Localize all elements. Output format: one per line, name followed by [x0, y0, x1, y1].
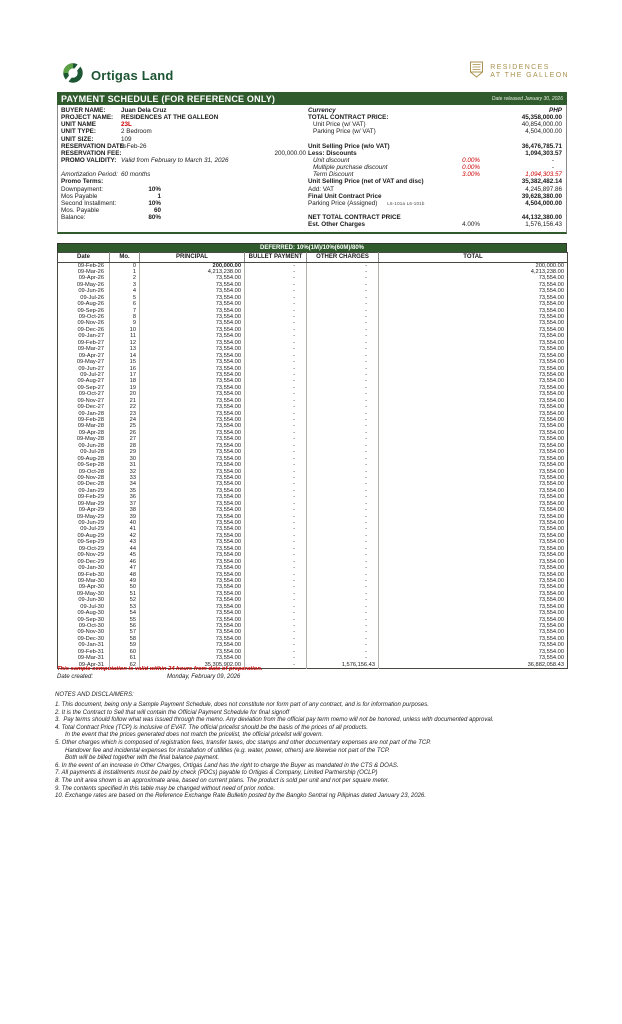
- schedule-row: 09-Aug-30 54 73,554.00 - - 73,554.00: [58, 610, 568, 616]
- ortigas-land-logo: [62, 62, 174, 89]
- mos-payable-2-value: 60: [153, 206, 161, 214]
- mos-payable-1-value: 1: [157, 192, 161, 200]
- reservation-fee-label: RESERVATION FEE:: [61, 149, 122, 157]
- unit-price-value: 40,854,000.00: [521, 121, 562, 129]
- unit-discount-row: [308, 157, 562, 164]
- est-other-charges-label: Est. Other Charges: [308, 221, 366, 229]
- date-created-row: [57, 674, 240, 680]
- schedule-row: 09-Feb-30 48 73,554.00 - - 73,554.00: [58, 572, 568, 578]
- title-bar: [57, 92, 567, 105]
- schedule-row: 09-Mar-31 61 73,554.00 - - 73,554.00: [58, 655, 568, 661]
- add-vat-label: Add: VAT: [308, 185, 335, 193]
- unit-type-row: [61, 128, 308, 135]
- note-line: 5. Other charges which is composed of registration fees, transfer taxes, doc stamps and other documentary expenses are not part of the TCP.: [55, 739, 432, 746]
- net-total-contract-price-label: NET TOTAL CONTRACT PRICE: [308, 214, 401, 222]
- schedule-row: 09-Jul-30 53 73,554.00 - - 73,554.00: [58, 604, 568, 610]
- promo-terms-heading-row: [61, 178, 308, 185]
- schedule-row: 09-Jun-26 4 73,554.00 - - 73,554.00: [58, 288, 568, 294]
- col-header-date: Date: [58, 253, 110, 263]
- note-line: 2. It is the Contract to Sell that will contain the Official Payment Schedule for final signoff: [55, 709, 290, 716]
- currency-label: Currency: [308, 107, 336, 114]
- project-name-label: PROJECT NAME:: [61, 114, 114, 122]
- col-header-total: TOTAL: [379, 253, 568, 263]
- note-line: 10. Exchange rates are based on the Reference Exchange Rate Bulletin posted by the Bangko Sentral ng Pilipinas dated January 23, 2026.: [55, 793, 426, 800]
- total-contract-price-label: TOTAL CONTRACT PRICE:: [308, 114, 389, 122]
- buyer-name-value: Juan Dela Cruz: [121, 107, 167, 114]
- downpayment-row: [61, 186, 308, 193]
- schedule-row: 09-Nov-28 33 73,554.00 - - 73,554.00: [58, 475, 568, 481]
- note-line: 4. Total Contract Price (TCP) is inclusive of EVAT. The official pricelist should be the basis of the prices of all products.: [55, 724, 368, 731]
- galleon-logo: [469, 61, 569, 83]
- schedule-row: 09-Dec-29 46 73,554.00 - - 73,554.00: [58, 559, 568, 565]
- schedule-row: 09-Mar-28 25 73,554.00 - - 73,554.00: [58, 423, 568, 429]
- schedule-row: 09-Mar-30 49 73,554.00 - - 73,554.00: [58, 578, 568, 584]
- buyer-name-row: [61, 107, 308, 114]
- unit-name-label: UNIT NAME: [61, 121, 96, 129]
- unit-discount-label: Unit discount: [313, 156, 350, 164]
- unit-type-label: UNIT TYPE:: [61, 128, 96, 136]
- schedule-row: 09-Feb-28 24 73,554.00 - - 73,554.00: [58, 417, 568, 423]
- galleon-text-line2: AT THE GALLEON: [490, 72, 569, 79]
- schedule-row: 09-May-30 51 73,554.00 - - 73,554.00: [58, 591, 568, 597]
- note-line: In the event that the prices generated does not match the pricelist, the official pricelist will govern.: [55, 732, 324, 739]
- net-total-contract-price-row: [308, 214, 562, 221]
- unit-discount-value: -: [551, 156, 554, 164]
- schedule-row: 09-Oct-29 44 73,554.00 - - 73,554.00: [58, 546, 568, 552]
- galleon-crest-icon: [469, 61, 484, 83]
- unit-discount-pct: 0.00%: [462, 156, 480, 164]
- schedule-row: 09-Jun-29 40 73,554.00 - - 73,554.00: [58, 520, 568, 526]
- note-line: 6. In the event of an increase in Other Charges, Ortigas Land has the right to charge the Buyer as mandated in the CTS & DOAS.: [55, 762, 399, 769]
- est-other-charges-pct: 4.00%: [462, 221, 480, 229]
- notes-heading: NOTES AND DISCLAIMERS:: [55, 692, 134, 698]
- amortization-label: Amortization Period:: [61, 171, 118, 179]
- schedule-row: 09-Feb-26 0 200,000.00 - - 200,000.00: [58, 262, 568, 269]
- total-contract-price-value: 45,358,000.00: [521, 114, 562, 122]
- schedule-row: 09-Apr-28 26 73,554.00 - - 73,554.00: [58, 430, 568, 436]
- contract-info-box: [57, 105, 567, 234]
- mos-payable-1-label: Mos Payable: [61, 192, 98, 200]
- schedule-row: 09-Feb-29 36 73,554.00 - - 73,554.00: [58, 494, 568, 500]
- second-installment-value: 10%: [148, 199, 161, 207]
- schedule-row: 09-Aug-26 6 73,554.00 - - 73,554.00: [58, 301, 568, 307]
- schedule-row: 09-Nov-30 57 73,554.00 - - 73,554.00: [58, 629, 568, 635]
- unit-size-value: 109: [121, 135, 132, 143]
- second-installment-row: [61, 200, 308, 207]
- col-header-mo: Mo.: [110, 253, 140, 263]
- add-vat-row: [308, 186, 562, 193]
- unit-size-row: [61, 136, 308, 143]
- schedule-row: 09-Jul-29 41 73,554.00 - - 73,554.00: [58, 526, 568, 532]
- schedule-row: 09-Jun-28 28 73,554.00 - - 73,554.00: [58, 443, 568, 449]
- parking-assigned-row: [308, 200, 562, 207]
- less-discounts-row: [308, 150, 562, 157]
- deferred-header: DEFERRED: 10%(1M)/10%(60M)/80%: [57, 243, 567, 252]
- schedule-table: [57, 252, 568, 669]
- notes-list: [55, 702, 607, 801]
- date-released: Date released January 30, 2026: [491, 95, 563, 102]
- buyer-info-column: [58, 105, 308, 232]
- schedule-header-row: [58, 253, 568, 263]
- schedule-row: 09-Mar-27 13 73,554.00 - - 73,554.00: [58, 346, 568, 352]
- reservation-fee-row: [61, 150, 308, 157]
- reservation-fee-value: 200,000.00: [274, 149, 306, 157]
- schedule-row: 09-Nov-29 45 73,554.00 - - 73,554.00: [58, 552, 568, 558]
- note-line: 1. This document, being only a Sample Payment Schedule, does not constitute nor form part of any contract, and is for information purposes.: [55, 702, 429, 708]
- add-vat-value: 4,245,897.86: [525, 185, 562, 193]
- balance-row: [61, 214, 308, 221]
- usp-wo-vat-row: [308, 143, 562, 150]
- usp-wo-vat-value: 36,476,785.71: [521, 142, 562, 150]
- note-line: 8. The unit area shown is an approximate area, based on current plans. The product is sold per unit and not per square meter.: [55, 777, 390, 784]
- multiple-discount-label: Multiple purchase discount: [313, 164, 388, 172]
- schedule-row: 09-Apr-30 50 73,554.00 - - 73,554.00: [58, 584, 568, 590]
- term-discount-label: Term Discount: [313, 171, 354, 179]
- multiple-discount-value: -: [551, 164, 554, 172]
- schedule-row: 09-Aug-27 18 73,554.00 - - 73,554.00: [58, 378, 568, 384]
- notes-section: [55, 692, 607, 801]
- schedule-row: 09-Jun-30 52 73,554.00 - - 73,554.00: [58, 597, 568, 603]
- schedule-row: 09-May-26 3 73,554.00 - - 73,554.00: [58, 282, 568, 288]
- schedule-row: 09-Jan-30 47 73,554.00 - - 73,554.00: [58, 565, 568, 571]
- reservation-date-value: 9-Feb-26: [121, 142, 147, 150]
- project-name-value: RESIDENCES AT THE GALLEON: [121, 114, 219, 122]
- schedule-row: 09-Sep-30 55 73,554.00 - - 73,554.00: [58, 617, 568, 623]
- mos-payable-1-row: [61, 193, 308, 200]
- term-discount-row: [308, 171, 562, 178]
- spacer: [308, 136, 562, 143]
- unit-price-row: [308, 121, 562, 128]
- note-line: Handover fee and incidental expenses for installation of utilities (e.g. water, power, others) are likewise not part of the TCP.: [55, 747, 390, 754]
- schedule-row: 09-Jul-28 29 73,554.00 - - 73,554.00: [58, 449, 568, 455]
- schedule-row: 09-Nov-26 9 73,554.00 - - 73,554.00: [58, 320, 568, 326]
- schedule-row: 09-May-27 15 73,554.00 - - 73,554.00: [58, 359, 568, 365]
- col-header-other-charges: OTHER CHARGES: [307, 253, 379, 263]
- note-line: 7. All payments & installments must be paid by check (PDCs) payable to Ortigas & Company, Limited Partnership (OCLP): [55, 770, 378, 777]
- parking-assigned-value: 4,504,000.00: [525, 199, 562, 207]
- parking-assigned-slots: L6-101a L6-101b: [387, 200, 425, 206]
- galleon-text-line1: RESIDENCES: [490, 63, 550, 71]
- est-other-charges-row: [308, 221, 562, 228]
- date-created-value: Monday, February 09, 2026: [167, 674, 241, 680]
- schedule-row: 09-Apr-27 14 73,554.00 - - 73,554.00: [58, 353, 568, 359]
- est-other-charges-value: 1,576,156.43: [525, 221, 562, 229]
- amortization-value: 60 months: [121, 171, 151, 179]
- col-header-principal: PRINCIPAL: [140, 253, 245, 263]
- schedule-row: 09-Sep-29 43 73,554.00 - - 73,554.00: [58, 539, 568, 545]
- schedule-row: 09-Jul-26 5 73,554.00 - - 73,554.00: [58, 295, 568, 301]
- downpayment-value: 10%: [148, 185, 161, 193]
- parking-price-row: [308, 128, 562, 135]
- final-unit-contract-price-label: Final Unit Contract Price: [308, 192, 382, 200]
- final-unit-contract-price-row: [308, 193, 562, 200]
- note-line: Both will be billed together with the final balance payment.: [55, 755, 220, 762]
- schedule-row: 09-May-28 27 73,554.00 - - 73,554.00: [58, 436, 568, 442]
- schedule-row: 09-Aug-29 42 73,554.00 - - 73,554.00: [58, 533, 568, 539]
- pricing-column: [308, 105, 566, 232]
- unit-size-label: UNIT SIZE:: [61, 135, 94, 143]
- total-contract-price-row: [308, 114, 562, 121]
- schedule-row: 09-Oct-27 20 73,554.00 - - 73,554.00: [58, 391, 568, 397]
- promo-terms-heading: Promo Terms:: [61, 178, 104, 186]
- reservation-date-row: [61, 143, 308, 150]
- second-installment-label: Second Installment:: [61, 199, 117, 207]
- schedule-row: 09-Oct-28 32 73,554.00 - - 73,554.00: [58, 469, 568, 475]
- mos-payable-2-label: Mos. Payable: [61, 206, 100, 214]
- schedule-row: 09-Nov-27 21 73,554.00 - - 73,554.00: [58, 398, 568, 404]
- schedule-row: 09-May-29 39 73,554.00 - - 73,554.00: [58, 514, 568, 520]
- project-name-row: [61, 114, 308, 121]
- schedule-row: 09-Apr-31 62 35,305,902.00 - 1,576,156.43 36,882,058.43: [58, 662, 568, 669]
- net-total-contract-price-value: 44,132,380.00: [521, 214, 562, 222]
- balance-label: Balance:: [61, 214, 86, 222]
- parking-assigned-label-group: [308, 200, 438, 207]
- balance-value: 80%: [148, 214, 161, 222]
- schedule-row: 09-Jan-28 23 73,554.00 - - 73,554.00: [58, 411, 568, 417]
- schedule-row: 09-Sep-26 7 73,554.00 - - 73,554.00: [58, 308, 568, 314]
- unit-name-row: [61, 121, 308, 128]
- schedule-row: 09-Apr-26 2 73,554.00 - - 73,554.00: [58, 275, 568, 281]
- schedule-row: 09-Jan-31 59 73,554.00 - - 73,554.00: [58, 642, 568, 648]
- schedule-row: 09-Jun-27 16 73,554.00 - - 73,554.00: [58, 366, 568, 372]
- schedule-row: 09-Jan-29 35 73,554.00 - - 73,554.00: [58, 488, 568, 494]
- schedule-row: 09-Oct-30 56 73,554.00 - - 73,554.00: [58, 623, 568, 629]
- reservation-date-label: RESERVATION DATE:: [61, 142, 126, 150]
- schedule-row: 09-Dec-27 22 73,554.00 - - 73,554.00: [58, 404, 568, 410]
- usp-wo-vat-label: Unit Selling Price (w/o VAT): [308, 142, 390, 150]
- schedule-row: 09-Jan-27 11 73,554.00 - - 73,554.00: [58, 333, 568, 339]
- promo-validity-value: Valid from February to March 31, 2026: [121, 156, 229, 164]
- page-title: PAYMENT SCHEDULE (FOR REFERENCE ONLY): [61, 93, 276, 104]
- mos-payable-2-row: [61, 207, 308, 214]
- spacer: [308, 207, 562, 214]
- brand-header: [57, 58, 569, 92]
- final-unit-contract-price-value: 39,628,380.00: [521, 192, 562, 200]
- term-discount-pct: 3.00%: [462, 171, 480, 179]
- schedule-row: 09-Aug-28 30 73,554.00 - - 73,554.00: [58, 456, 568, 462]
- validity-note: This sample computation is valid within 24 hours from date of preparation.: [57, 666, 263, 672]
- multiple-discount-row: [308, 164, 562, 171]
- parking-assigned-label: Parking Price (Assigned): [308, 199, 378, 207]
- schedule-row: 09-Oct-26 8 73,554.00 - - 73,554.00: [58, 314, 568, 320]
- unit-type-value: 2 Bedroom: [121, 128, 152, 136]
- currency-value: PHP: [549, 107, 562, 114]
- usp-net-label: Unit Selling Price (net of VAT and disc): [308, 178, 424, 186]
- schedule-row: 09-Mar-26 1 4,213,238.00 - - 4,213,238.00: [58, 269, 568, 275]
- schedule-row: 09-Sep-27 19 73,554.00 - - 73,554.00: [58, 385, 568, 391]
- usp-net-row: [308, 178, 562, 185]
- usp-net-value: 35,382,482.14: [521, 178, 562, 186]
- term-discount-value: 1,094,303.57: [525, 171, 562, 179]
- unit-price-label: Unit Price (w/ VAT): [313, 121, 366, 129]
- less-discounts-label: Less: Discounts: [308, 149, 357, 157]
- schedule-row: 09-Sep-28 31 73,554.00 - - 73,554.00: [58, 462, 568, 468]
- spacer: [61, 164, 308, 171]
- currency-row: [308, 107, 562, 114]
- schedule-row: 09-Feb-27 12 73,554.00 - - 73,554.00: [58, 340, 568, 346]
- galleon-logo-text: [490, 64, 569, 81]
- buyer-name-label: BUYER NAME:: [61, 107, 106, 114]
- parking-price-value: 4,504,000.00: [525, 128, 562, 136]
- schedule-row: 09-Apr-29 38 73,554.00 - - 73,554.00: [58, 507, 568, 513]
- schedule-row: 09-Dec-30 58 73,554.00 - - 73,554.00: [58, 636, 568, 642]
- promo-validity-label: PROMO VALIDITY:: [61, 156, 117, 164]
- parking-price-label: Parking Price (w/ VAT): [313, 128, 376, 136]
- schedule-section: [57, 243, 567, 669]
- multiple-discount-pct: 0.00%: [462, 164, 480, 172]
- promo-validity-row: [61, 157, 308, 164]
- brand-name: Ortigas Land: [91, 68, 174, 83]
- schedule-row: 09-Dec-26 10 73,554.00 - - 73,554.00: [58, 327, 568, 333]
- schedule-row: 09-Feb-31 60 73,554.00 - - 73,554.00: [58, 649, 568, 655]
- col-header-bullet-payment: BULLET PAYMENT: [245, 253, 307, 263]
- schedule-body: [58, 262, 568, 669]
- note-line: 3. Pay terms should follow what was issued through the memo. Any deviation from the official pay term memo will not be honored, unless with documented approval.: [55, 717, 494, 724]
- schedule-row: 09-Mar-29 37 73,554.00 - - 73,554.00: [58, 501, 568, 507]
- date-created-label: Date created:: [57, 674, 94, 680]
- ortigas-swirl-icon: [62, 62, 84, 89]
- downpayment-label: Downpayment:: [61, 185, 103, 193]
- note-line: 9. The contents specified in this table may be changed without need of prior notice.: [55, 785, 276, 792]
- less-discounts-value: 1,094,303.57: [525, 149, 562, 157]
- unit-name-value: 23L: [121, 121, 132, 129]
- schedule-row: 09-Jul-27 17 73,554.00 - - 73,554.00: [58, 372, 568, 378]
- amortization-row: [61, 171, 308, 178]
- schedule-row: 09-Dec-28 34 73,554.00 - - 73,554.00: [58, 481, 568, 487]
